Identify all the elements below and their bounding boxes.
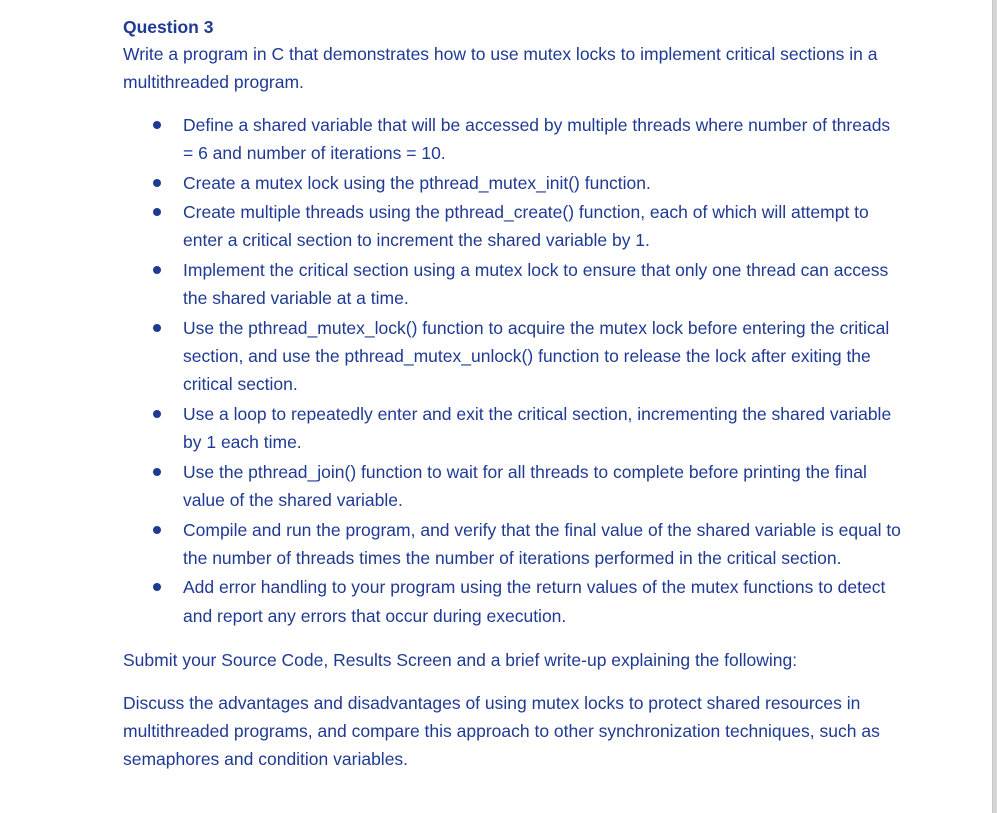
bullet-icon (153, 468, 161, 476)
list-item (123, 169, 903, 197)
bullet-icon (153, 324, 161, 332)
list-item-text: Use a loop to repeatedly enter and exit the critical section, incrementing the shared variable by 1 each time. (183, 403, 892, 453)
list-item (123, 573, 903, 630)
list-item (123, 516, 903, 573)
question-intro: Write a program in C that demonstrates how to use mutex locks to implement critical sections in a multithreaded program. (123, 44, 878, 93)
list-item (123, 198, 903, 255)
discussion-prompt: Discuss the advantages and disadvantages of using mutex locks to protect shared resources in multithreaded programs, and compare this approach to other synchronization techniques, such as semaphores and condition variables. (123, 692, 880, 770)
list-item-text: Add error handling to your program using the return values of the mutex functions to detect and report any errors that occur during execution. (183, 577, 886, 626)
bullet-icon (153, 208, 161, 216)
question-title: Question 3 (123, 17, 214, 37)
bullet-icon (153, 179, 161, 187)
list-item (123, 111, 903, 168)
bullet-icon (153, 121, 161, 129)
list-item-text: Use the pthread_mutex_lock() function to acquire the mutex lock before entering the critical section, and use the pthread_mutex_unlock() function to release the lock after exiting the critical section. (183, 317, 890, 395)
list-item-text: Create a mutex lock using the pthread_mutex_init() function. (183, 172, 651, 193)
list-item-text: Use the pthread_join() function to wait for all threads to complete before printing the final value of the shared variable. (183, 461, 867, 511)
list-item (123, 256, 903, 313)
bullet-icon (153, 583, 161, 591)
list-item (123, 314, 903, 399)
list-item (123, 458, 903, 515)
submit-instructions: Submit your Source Code, Results Screen and a brief write-up explaining the following: (123, 650, 798, 671)
requirements-list (123, 111, 903, 630)
list-item-text: Compile and run the program, and verify that the final value of the shared variable is equal to the number of threads times the number of iterations performed in the critical section. (183, 519, 901, 568)
list-item-text: Create multiple threads using the pthread_create() function, each of which will attempt to enter a critical section to increment the shared variable by 1. (183, 202, 869, 251)
list-item-text: Define a shared variable that will be accessed by multiple threads where number of threads = 6 and number of iterations = 10. (183, 114, 891, 164)
bullet-icon (153, 410, 161, 418)
bullet-icon (153, 526, 161, 534)
bullet-icon (153, 266, 161, 274)
list-item (123, 400, 903, 457)
document-content (123, 14, 903, 774)
list-item-text: Implement the critical section using a mutex lock to ensure that only one thread can access the shared variable at a time. (183, 259, 889, 309)
